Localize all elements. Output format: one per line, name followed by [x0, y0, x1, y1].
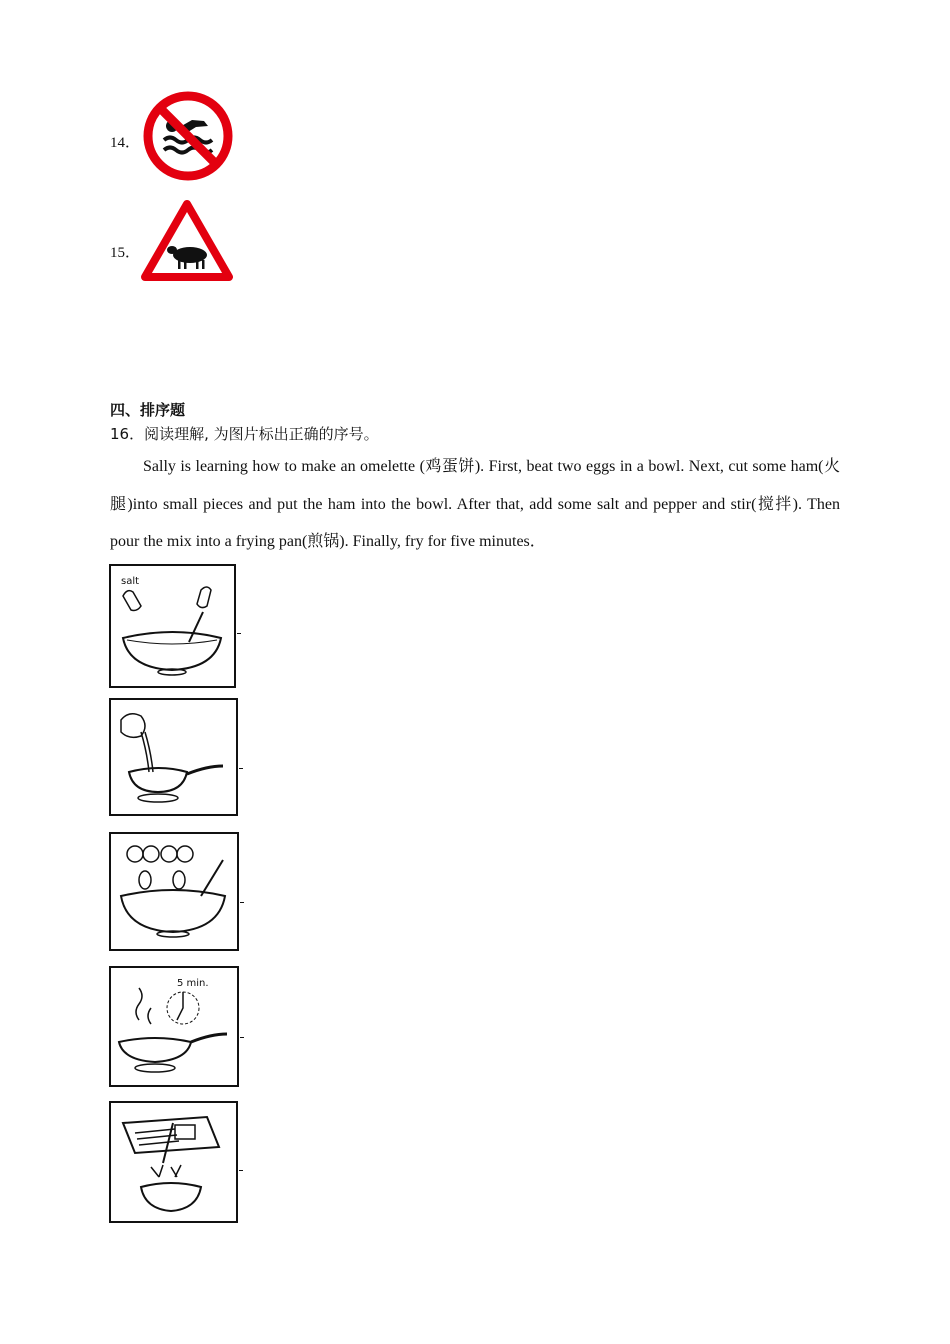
picture-pour-mix	[109, 698, 238, 816]
timer-label: 5 min.	[177, 978, 209, 989]
answer-mark	[240, 1037, 244, 1038]
question-16-prompt: 16．阅读理解, 为图片标出正确的序号。	[110, 425, 379, 443]
salt-pepper-bowl-icon	[111, 566, 234, 686]
fry-pan-timer-icon	[111, 968, 237, 1085]
reading-passage: Sally is learning how to make an omelette (鸡蛋饼). First, beat two eggs in a bowl. Next, cut some ham(火腿)into small pieces and put the ham into the bowl. After that, add some salt and pepper and stir(搅拌). Then pour the mix into a frying pan(煎锅). Finally, fry for five minutes．	[110, 458, 840, 550]
answer-mark	[240, 902, 244, 903]
picture-beat-eggs	[109, 832, 239, 951]
cut-ham-bowl-icon	[111, 1103, 236, 1221]
picture-fry-timer	[109, 966, 239, 1087]
pour-mix-pan-icon	[111, 700, 236, 814]
sheep-crossing-sign-icon	[140, 198, 234, 282]
picture-cut-ham	[109, 1101, 238, 1223]
beat-eggs-bowl-icon	[111, 834, 237, 949]
question-14-number: 14．	[110, 135, 141, 151]
picture-salt-pepper	[109, 564, 236, 688]
answer-mark	[239, 768, 243, 769]
salt-label: salt	[121, 576, 140, 587]
section-title: 四、排序题	[110, 401, 186, 419]
question-15-number: 15．	[110, 245, 141, 261]
answer-mark	[237, 633, 241, 634]
no-swimming-sign-icon	[142, 90, 234, 182]
answer-mark	[239, 1170, 243, 1171]
